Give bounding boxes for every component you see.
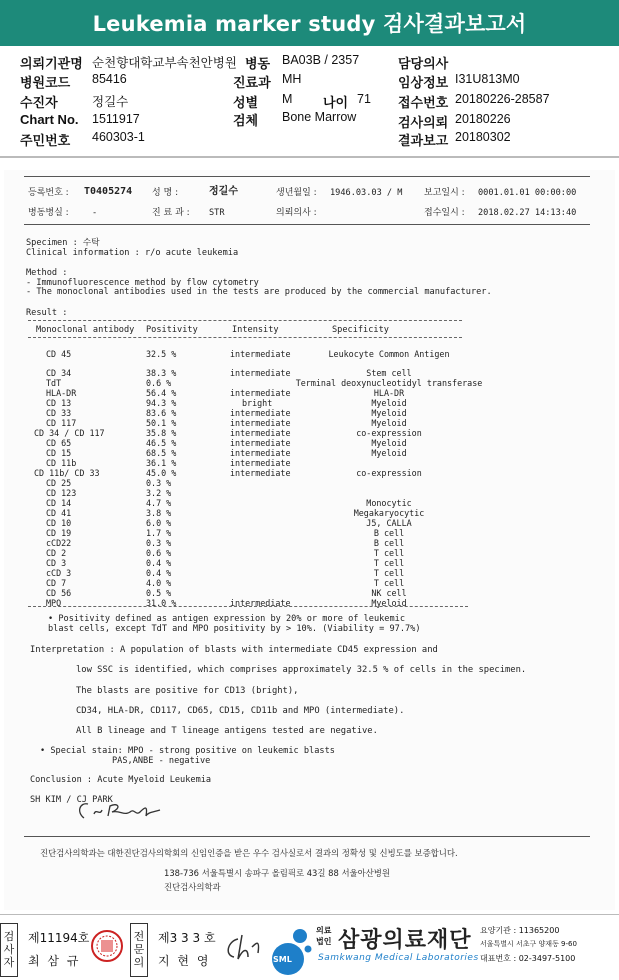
- antibody-cell: MPO: [46, 598, 62, 608]
- intensity-cell: intermediate: [230, 388, 291, 398]
- interp-line-2: low SSC is identified, which comprises approximately 32.5 % of cells in the specimen.: [76, 665, 527, 675]
- positivity-cell: 31.0 %: [146, 598, 177, 608]
- specificity-cell: Leukocyte Common Antigen: [328, 349, 450, 359]
- org-phone: 대표번호 : 02-3497-5100: [480, 954, 576, 963]
- positivity-cell: 0.6 %: [146, 548, 172, 558]
- table-row: [4, 538, 615, 548]
- antibody-cell: CD 41: [46, 508, 72, 518]
- method-line-1: - Immunofluorescence method by flow cytometry: [26, 278, 259, 288]
- specificity-cell: NK cell: [371, 588, 407, 598]
- antibody-cell: CD 34: [46, 368, 72, 378]
- positivity-cell: 4.0 %: [146, 578, 172, 588]
- doctor-label-scan: 의뢰의사 :: [276, 208, 317, 218]
- antibody-cell: CD 25: [46, 478, 72, 488]
- clinical-line: Clinical information : r/o acute leukemia: [26, 248, 239, 258]
- age-label: 나이: [323, 96, 349, 111]
- specialist-signature: [218, 929, 264, 965]
- conclusion-line: Conclusion : Acute Myeloid Leukemia: [30, 775, 212, 785]
- examiner-vertical-label: 검사자: [3, 930, 15, 969]
- antibody-cell: CD 123: [46, 488, 77, 498]
- positivity-cell: 56.4 %: [146, 388, 177, 398]
- col-specificity: Specificity: [332, 325, 389, 335]
- positivity-cell: 0.4 %: [146, 568, 172, 578]
- positivity-cell: 94.3 %: [146, 398, 177, 408]
- positivity-cell: 50.1 %: [146, 418, 177, 428]
- table-row: [4, 518, 615, 528]
- specificity-cell: co-expression: [356, 428, 422, 438]
- table-row: [4, 588, 615, 598]
- interp-line-3: The blasts are positive for CD13 (bright),: [76, 686, 299, 696]
- org-small-1: 의료: [316, 926, 332, 935]
- table-row: [4, 528, 615, 538]
- intensity-cell: intermediate: [230, 438, 291, 448]
- interp-line-5: All B lineage and T lineage antigens tested are negative.: [76, 726, 378, 736]
- table-bottom-rule: [28, 606, 468, 607]
- clinical-info-value: I31U813M0: [455, 72, 520, 86]
- org-address: 서울특별시 서초구 양재동 9-60: [480, 940, 577, 948]
- table-row: [4, 418, 615, 428]
- specificity-cell: Terminal deoxynucleotidyl transferase: [295, 378, 483, 388]
- intensity-cell: intermediate: [230, 458, 291, 468]
- org-name-english: Samkwang Medical Laboratories: [318, 953, 479, 963]
- positivity-cell: 6.0 %: [146, 518, 172, 528]
- intensity-cell: intermediate: [230, 598, 291, 608]
- specificity-cell: Myeloid: [371, 398, 407, 408]
- intensity-cell: intermediate: [230, 428, 291, 438]
- antibody-cell: CD 2: [46, 548, 67, 558]
- antibody-cell: CD 117: [46, 418, 77, 428]
- table-header-rule: [28, 337, 462, 338]
- sex-value: M: [282, 92, 293, 106]
- stain-line-1: • Special stain: MPO - strong positive on leukemic blasts: [40, 746, 335, 756]
- request-date-value: 20180226: [455, 112, 511, 126]
- positivity-cell: 1.7 %: [146, 528, 172, 538]
- org-code: 요양기관 : 11365200: [480, 926, 560, 935]
- table-row: [4, 448, 615, 458]
- report-date-value: 20180302: [455, 130, 511, 144]
- footer: [0, 914, 619, 980]
- department-value: MH: [282, 72, 302, 86]
- bottom-rule: [24, 836, 590, 837]
- hospital-code-value: 85416: [92, 72, 127, 86]
- specificity-cell: Myeloid: [371, 408, 407, 418]
- department-label: 진료과: [233, 76, 271, 91]
- antibody-cell: CD 11b: [46, 458, 77, 468]
- positivity-cell: 0.6 %: [146, 378, 172, 388]
- note-line-1: • Positivity defined as antigen expression by 20% or more of leukemic: [48, 614, 405, 624]
- examiner-name: 최 삼 규: [28, 954, 81, 968]
- interp-line-1: Interpretation : A population of blasts with intermediate CD45 expression and: [30, 645, 438, 655]
- address-text: 138-736 서울특별시 송파구 올림픽로 43길 88 서울아산병원: [164, 868, 390, 878]
- positivity-cell: 36.1 %: [146, 458, 177, 468]
- specificity-cell: Myeloid: [371, 448, 407, 458]
- table-row: [4, 378, 615, 388]
- positivity-cell: 32.5 %: [146, 349, 177, 359]
- positivity-cell: 45.0 %: [146, 468, 177, 478]
- clinical-info-label: 임상정보: [398, 76, 449, 91]
- name-value: 정길수: [209, 186, 238, 197]
- antibody-cell: CD 3: [46, 558, 67, 568]
- specificity-cell: T cell: [373, 578, 405, 588]
- stain-line-2: PAS,ANBE - negative: [112, 756, 211, 766]
- specimen-value: Bone Marrow: [282, 110, 357, 124]
- specificity-cell: B cell: [373, 538, 405, 548]
- specimen-line: Specimen : 수탁: [26, 238, 100, 248]
- result-title: Result :: [26, 308, 68, 318]
- specificity-cell: co-expression: [356, 468, 422, 478]
- resident-no-value: 460303-1: [92, 130, 145, 144]
- examiner-license: 제11194호: [28, 931, 90, 945]
- positivity-cell: 0.5 %: [146, 588, 172, 598]
- chart-no-value: 1511917: [92, 112, 140, 126]
- antibody-cell: CD 7: [46, 578, 67, 588]
- positivity-cell: 0.3 %: [146, 478, 172, 488]
- sml-logo-icon: [268, 923, 312, 977]
- birth-value: 1946.03.03 / M: [330, 188, 403, 198]
- antibody-cell: HLA-DR: [46, 388, 77, 398]
- reg-no-value: T0405274: [84, 186, 133, 197]
- positivity-cell: 3.2 %: [146, 488, 172, 498]
- intensity-cell: intermediate: [230, 368, 291, 378]
- antibody-cell: CD 13: [46, 398, 72, 408]
- method-title: Method :: [26, 268, 68, 278]
- report-date-label: 결과보고: [398, 134, 449, 149]
- table-row: [4, 568, 615, 578]
- antibody-cell: CD 14: [46, 498, 72, 508]
- antibody-cell: CD 65: [46, 438, 72, 448]
- resident-no-label: 주민번호: [20, 134, 71, 149]
- table-row: [4, 508, 615, 518]
- table-row: [4, 438, 615, 448]
- intensity-cell: intermediate: [230, 448, 291, 458]
- positivity-cell: 46.5 %: [146, 438, 177, 448]
- info-rule: [24, 224, 590, 225]
- receipt-label-scan: 접수일시 :: [424, 208, 465, 218]
- receipt-value-scan: 2018.02.27 14:13:40: [478, 208, 577, 218]
- examiner-seal-icon: [90, 929, 124, 963]
- age-value: 71: [357, 92, 371, 106]
- birth-label: 생년월일 :: [276, 188, 317, 198]
- intensity-cell: bright: [242, 398, 273, 408]
- antibody-cell: TdT: [46, 378, 62, 388]
- header-separator: [0, 156, 619, 158]
- antibody-cell: CD 11b/ CD 33: [34, 468, 100, 478]
- specificity-cell: J5, CALLA: [366, 518, 412, 528]
- table-row: [4, 498, 615, 508]
- table-row: [4, 458, 615, 468]
- positivity-cell: 38.3 %: [146, 368, 177, 378]
- report-title: Leukemia marker study 검사결과보고서: [0, 0, 619, 46]
- positivity-cell: 68.5 %: [146, 448, 177, 458]
- positivity-cell: 0.4 %: [146, 558, 172, 568]
- col-positivity: Positivity: [146, 325, 198, 335]
- dept-name-text: 진단검사의학과: [164, 882, 221, 892]
- specificity-cell: T cell: [373, 558, 405, 568]
- specialist-vertical-label: 전문의: [133, 930, 145, 969]
- note-line-2: blast cells, except TdT and MPO positivity by > 10%. (Viability = 97.7%): [48, 624, 421, 634]
- col-intensity: Intensity: [232, 325, 279, 335]
- specificity-cell: B cell: [373, 528, 405, 538]
- antibody-cell: CD 10: [46, 518, 72, 528]
- patient-label: 수진자: [20, 96, 58, 111]
- table-row: [4, 468, 615, 478]
- positivity-cell: 4.7 %: [146, 498, 172, 508]
- specificity-cell: Myeloid: [371, 598, 407, 608]
- table-row: [4, 548, 615, 558]
- sml-logo-text: SML: [273, 955, 292, 964]
- antibody-cell: CD 19: [46, 528, 72, 538]
- antibody-cell: CD 56: [46, 588, 72, 598]
- antibody-cell: CD 34 / CD 117: [34, 428, 105, 438]
- signers-line: SH KIM / CJ PARK: [30, 795, 113, 805]
- table-row: [4, 578, 615, 588]
- report-date-label-scan: 보고일시 :: [424, 188, 465, 198]
- intensity-cell: intermediate: [230, 418, 291, 428]
- ward-value-scan: -: [92, 208, 98, 218]
- specificity-cell: T cell: [373, 568, 405, 578]
- name-label: 성 명 :: [152, 188, 179, 198]
- antibody-cell: cCD 3: [46, 568, 72, 578]
- receipt-no-value: 20180226-28587: [455, 92, 550, 106]
- intensity-cell: intermediate: [230, 349, 291, 359]
- antibody-cell: CD 15: [46, 448, 72, 458]
- scanned-report: [4, 170, 615, 910]
- hospital-code-label: 병원코드: [20, 76, 71, 91]
- specificity-cell: Megakaryocytic: [353, 508, 425, 518]
- handwritten-signature: [74, 798, 164, 824]
- receipt-no-label: 접수번호: [398, 96, 449, 111]
- ward-label-scan: 병동병실 :: [28, 208, 69, 218]
- specificity-cell: HLA-DR: [373, 388, 405, 398]
- specialist-license: 제3 3 3 호: [158, 931, 216, 945]
- antibody-cell: CD 33: [46, 408, 72, 418]
- table-row: [4, 349, 615, 359]
- ward-value: BA03B / 2357: [282, 53, 360, 67]
- table-row: [4, 368, 615, 378]
- specificity-cell: Stem cell: [366, 368, 412, 378]
- dept-label-scan: 진 료 과 :: [152, 208, 190, 218]
- institution-label: 의뢰기관명: [20, 57, 83, 72]
- specificity-cell: Myeloid: [371, 418, 407, 428]
- table-row: [4, 398, 615, 408]
- reg-no-label: 등록번호 :: [28, 188, 69, 198]
- top-rule: [24, 176, 590, 177]
- patient-value: 정길수: [92, 95, 129, 109]
- request-date-label: 검사의뢰: [398, 116, 449, 131]
- dept-value-scan: STR: [209, 208, 225, 218]
- chart-no-label: Chart No.: [20, 112, 79, 127]
- certification-text: 진단검사의학과는 대한진단검사의학회의 신임인증을 받은 우수 검사실로서 결과의 정확성 및 신빙도를 보증합니다.: [40, 848, 458, 858]
- sex-label: 성별: [233, 96, 259, 111]
- intensity-cell: intermediate: [230, 468, 291, 478]
- col-antibody: Monoclonal antibody: [36, 325, 135, 335]
- table-top-rule: [28, 320, 462, 321]
- positivity-cell: 83.6 %: [146, 408, 177, 418]
- specificity-cell: T cell: [373, 548, 405, 558]
- interp-line-4: CD34, HLA-DR, CD117, CD65, CD15, CD11b and MPO (intermediate).: [76, 706, 405, 716]
- table-row: [4, 388, 615, 398]
- patient-info-block: [0, 46, 619, 153]
- report-date-value-scan: 0001.01.01 00:00:00: [478, 188, 577, 198]
- positivity-cell: 0.3 %: [146, 538, 172, 548]
- table-row: [4, 488, 615, 498]
- positivity-cell: 3.8 %: [146, 508, 172, 518]
- table-row: [4, 558, 615, 568]
- ward-label: 병동: [245, 57, 271, 72]
- method-line-2: - The monoclonal antibodies used in the tests are produced by the commercial manufacturer.: [26, 287, 492, 297]
- table-row: [4, 408, 615, 418]
- table-row: [4, 478, 615, 488]
- specimen-label: 검체: [233, 114, 259, 129]
- antibody-cell: cCD22: [46, 538, 72, 548]
- doctor-label: 담당의사: [398, 57, 449, 72]
- org-name: 삼광의료재단: [338, 928, 472, 953]
- table-row: [4, 428, 615, 438]
- specialist-name: 지 현 영: [158, 954, 211, 968]
- intensity-cell: intermediate: [230, 408, 291, 418]
- specificity-cell: Myeloid: [371, 438, 407, 448]
- specificity-cell: Monocytic: [366, 498, 412, 508]
- positivity-cell: 35.8 %: [146, 428, 177, 438]
- antibody-cell: CD 45: [46, 349, 72, 359]
- org-small-2: 법인: [316, 937, 332, 946]
- institution-value: 순천향대학교부속천안병원: [92, 56, 237, 70]
